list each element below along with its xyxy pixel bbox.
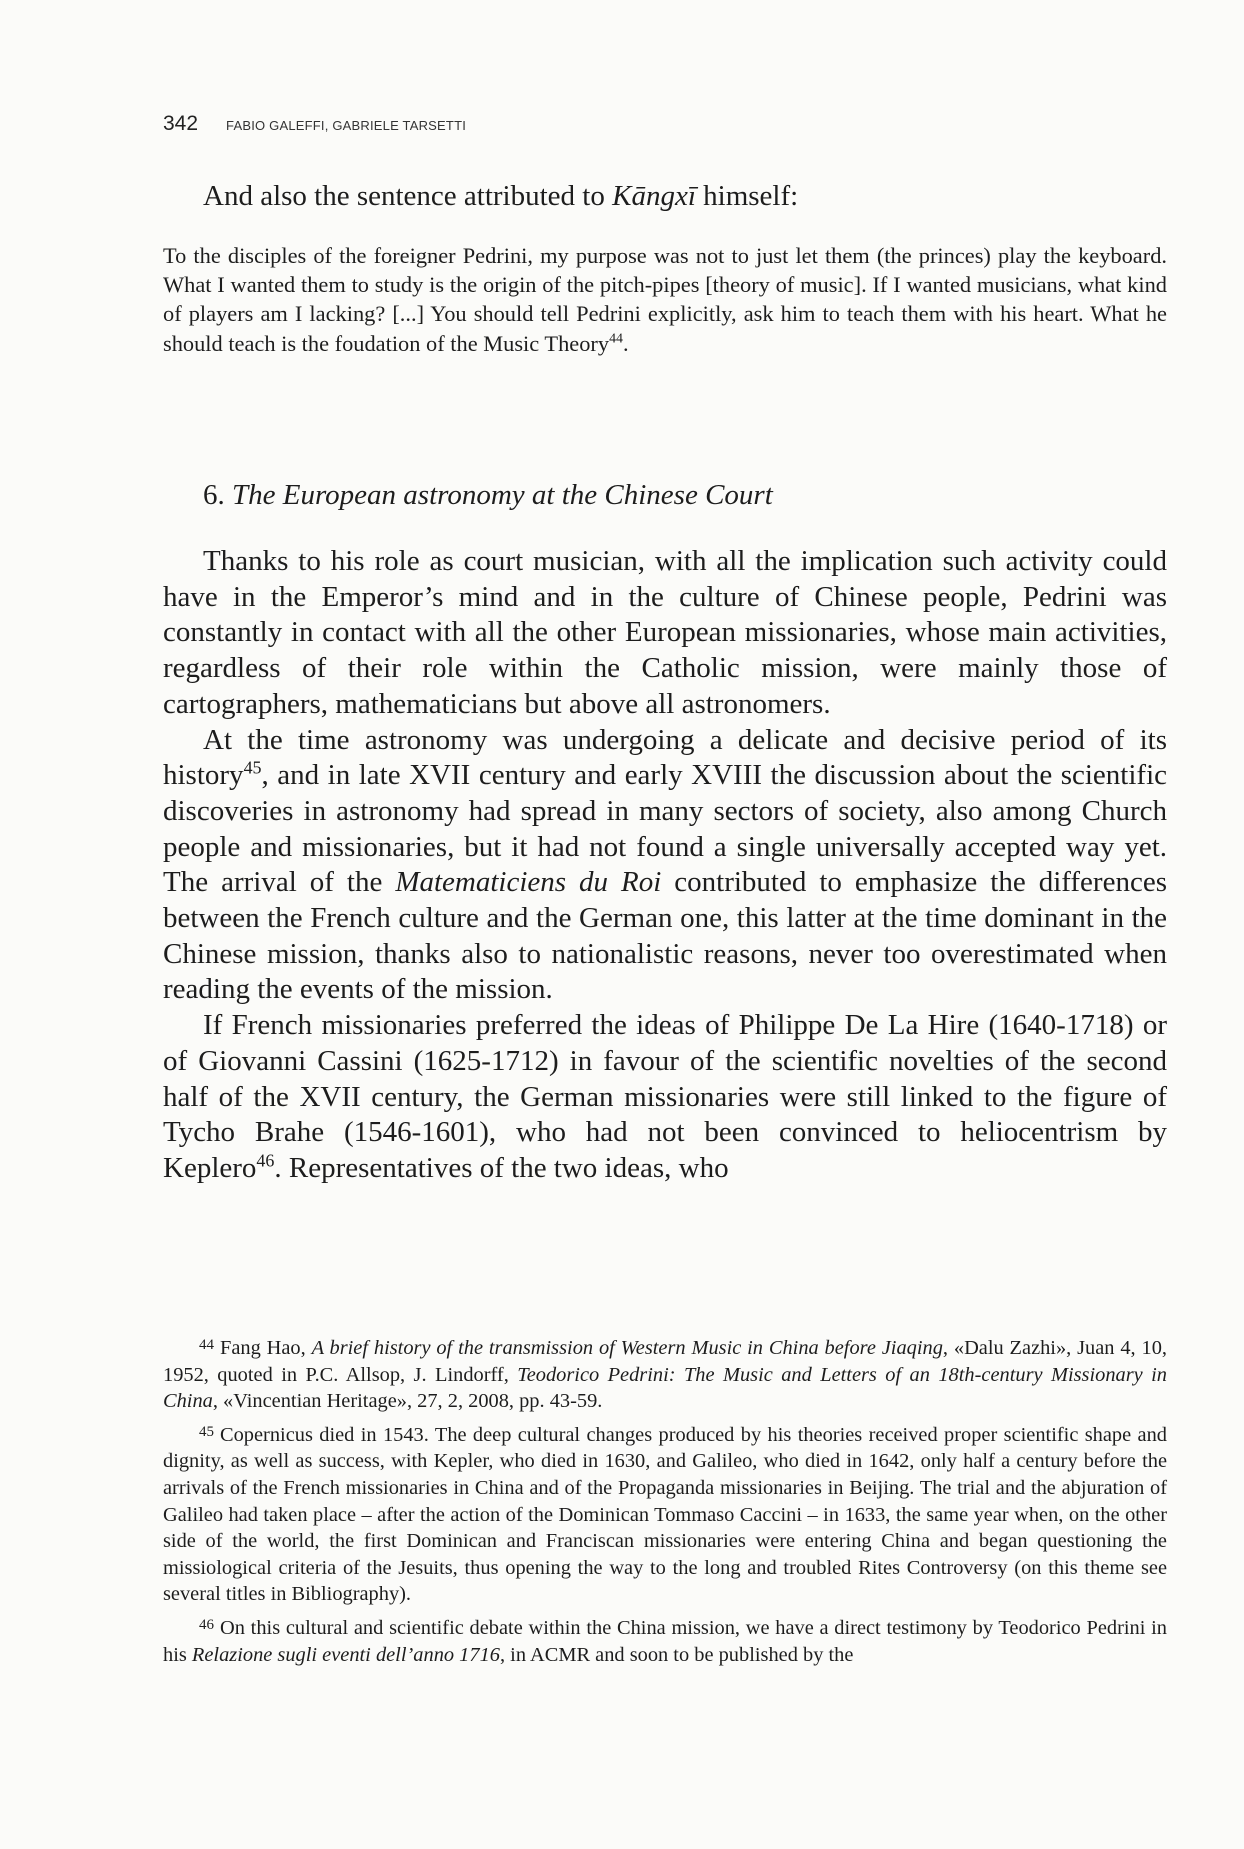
running-head: [163, 112, 466, 136]
footnote-45: [163, 1419, 1167, 1608]
fn44-part-a: Fang Hao,: [220, 1337, 312, 1359]
footnote-ref-45[interactable]: 45: [243, 757, 262, 778]
section-title: The European astronomy at the Chinese Court: [232, 479, 773, 511]
intro-tail: himself:: [695, 180, 799, 212]
p2-italic-term: Matematiciens du Roi: [395, 866, 662, 899]
quote-end: .: [622, 330, 629, 356]
section-heading: [203, 479, 773, 512]
fn46-title: Relazione sugli eventi dell’anno 1716: [191, 1643, 500, 1666]
body-paragraph-2: [163, 723, 1167, 1009]
fn45-text: Copernicus died in 1543. The deep cultural changes produced by his theories received proper scientific shape and dignity, as well as success, with Kepler, who died in 1630, and Galileo, who died in 1642, only half a century before the arrivals of the French missionaries in China and of the Propaganda missionaries in Beijing. The trial and the abjuration of Galileo had taken place – after the action of the Dominican Tommaso Caccini – in 1633, the same year when, on the other side of the world, the first Dominican and Franciscan missionaries were entering China and began questioning the missiological criteria of the Jesuits, thus opening the way to the long and troubled Rites Controversy (on this theme see several titles in Bibliography).: [163, 1423, 1167, 1606]
intro-lead: And also the sentence attributed to: [203, 180, 613, 212]
fn44-title-2: Teodorico Pedrini: The Music and Letters of an 18th-century Missionary in China: [163, 1363, 1168, 1413]
p2-part-b: , and in late XVII century and early XVIII the discussion about the scientific discoveries in astronomy had spread in many sectors of society, also among Church people and missionaries, but it had not found a single universally accepted way yet. The arrival of the: [163, 759, 1167, 899]
fn44-part-b: , «Dalu Zazhi», Juan 4, 10, 1952, quoted in P.C. Allsop, J. Lindorff,: [163, 1337, 1167, 1386]
p2-part-a: At the time astronomy was undergoing a delicate and decisive period of its history: [163, 723, 1167, 792]
section-number: 6.: [203, 479, 225, 511]
footnote-ref-46[interactable]: 46: [256, 1150, 275, 1171]
fn44-title-1: A brief history of the transmission of Western Music in China before Jiaqing: [311, 1337, 943, 1359]
fn46-part-b: , in ACMR and soon to be published by the: [499, 1643, 854, 1666]
p3-part-a: If French missionaries preferred the ideas of Philippe De La Hire (1640-1718) or of Giovanni Cassini (1625-1712) in favour of the scientific novelties of the second half of the XVII century, the German missionaries were still linked to the figure of Tycho Brahe (1546-1601), who had not been convinced to heliocentrism by Keplero: [163, 1009, 1167, 1184]
footnote-46-number: 46: [199, 1616, 214, 1633]
running-head-authors: FABIO GALEFFI, GABRIELE TARSETTI: [226, 118, 467, 133]
page-number: 342: [163, 112, 199, 135]
footnote-45-number: 45: [199, 1423, 214, 1440]
footnote-46: [163, 1612, 1167, 1668]
intro-sentence: [203, 178, 798, 214]
body-text: [163, 544, 1167, 1187]
fn46-part-a: On this cultural and scientific debate within the China mission, we have a direct testimony by Teodorico Pedrini in his: [163, 1616, 1167, 1666]
footnote-44: [163, 1332, 1167, 1415]
p3-part-b: . Representatives of the two ideas, who: [274, 1151, 729, 1184]
body-paragraph-3: [163, 1008, 1167, 1187]
fn44-part-c: , «Vincentian Heritage», 27, 2, 2008, pp. 43-59.: [212, 1390, 603, 1413]
footnote-44-number: 44: [199, 1337, 214, 1353]
intro-emperor-name: Kāngxī: [612, 180, 696, 212]
body-paragraph-1: Thanks to his role as court musician, with all the implication such activity could have in the Emperor’s mind and in the culture of Chinese people, Pedrini was constantly in contact with all the other European missionaries, whose main activities, regardless of their role within the Catholic mission, were mainly those of cartographers, mathematicians but above all astronomers.: [163, 545, 1167, 720]
p2-part-c: contributed to emphasize the differences between the French culture and the German one, this latter at the time dominant in the Chinese mission, thanks also to nationalistic reasons, never too overestimated when reading the events of the mission.: [163, 866, 1167, 1006]
footnotes: [163, 1332, 1167, 1672]
block-quote: [163, 241, 1167, 358]
quote-text: To the disciples of the foreigner Pedrini, my purpose was not to just let them (the princes) play the keyboard. What I wanted them to study is the origin of the pitch-pipes [theory of music]. If I wanted musicians, what kind of players am I lacking? [...] You should tell Pedrini explicitly, ask him to teach them with his heart. What he should teach is the foudation of the Music Theory: [163, 243, 1167, 356]
footnote-ref-44[interactable]: 44: [609, 331, 623, 347]
